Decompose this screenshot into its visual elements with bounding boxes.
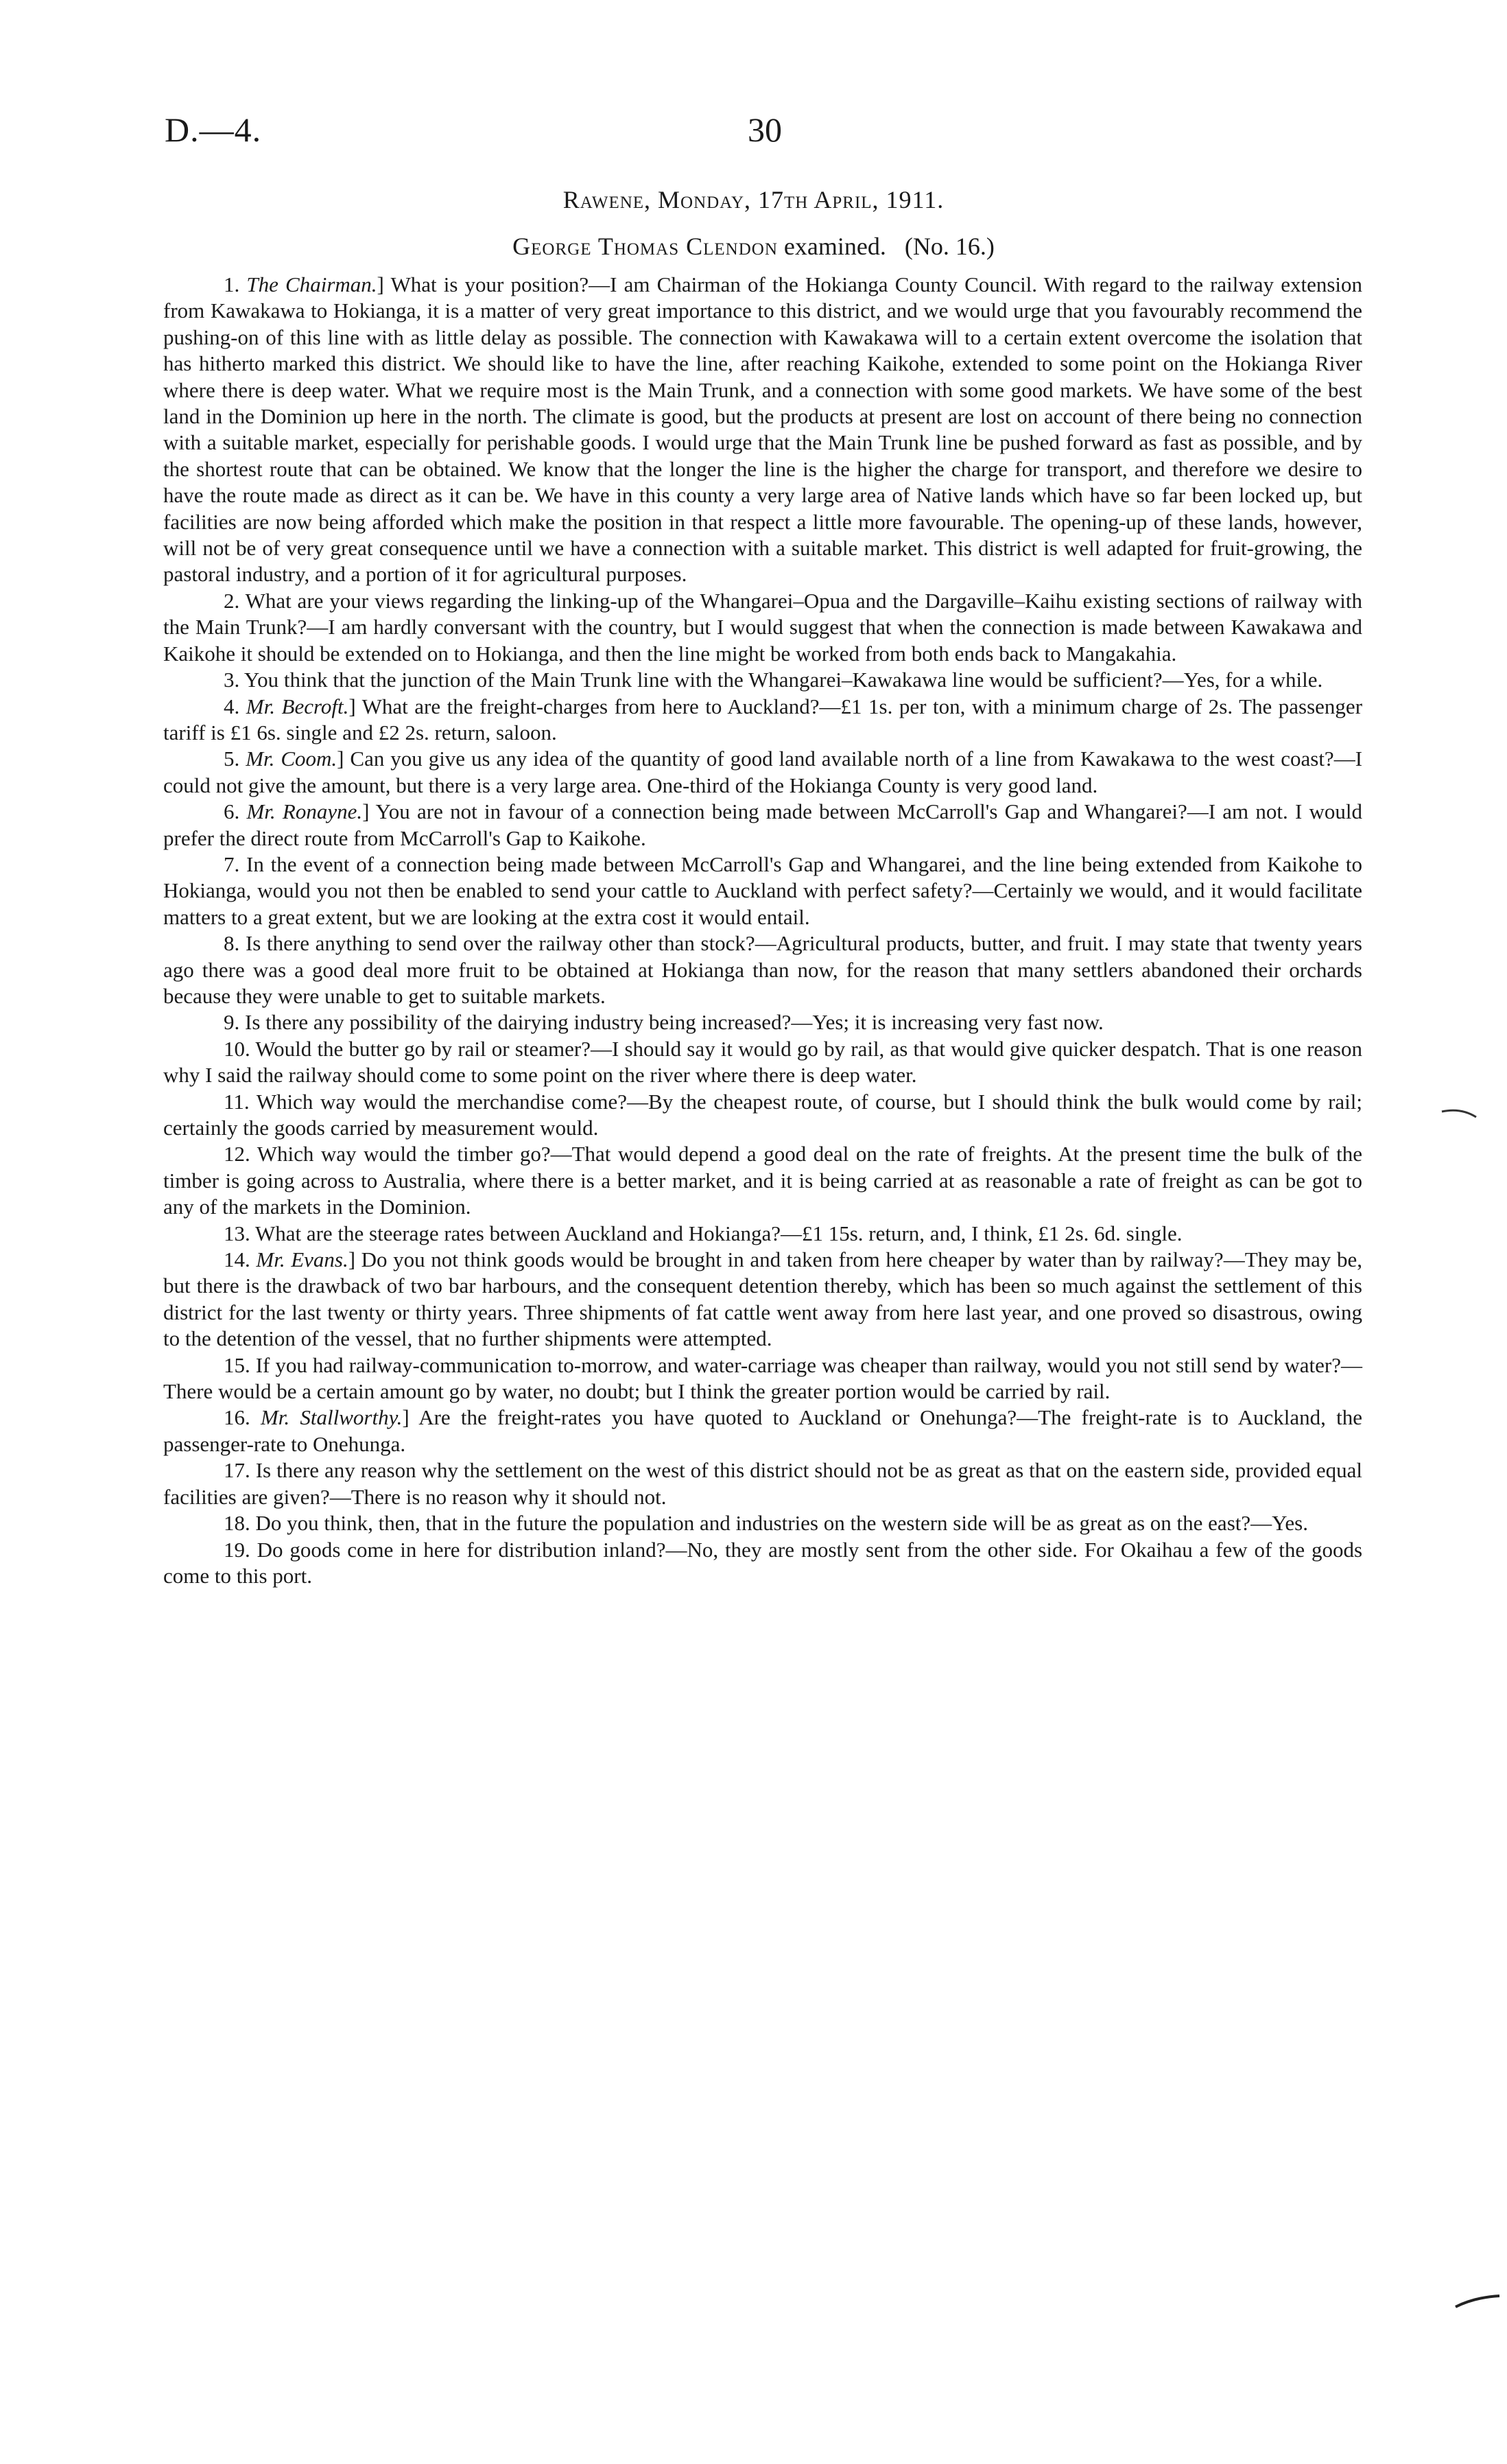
question-12: [163, 1141, 1362, 1220]
question-text: Is there anything to send over the railway other than stock?—Agricultural products, butter, and fruit. I may state that twenty years ago there was a good deal more fruit to be obtained at Hokianga than now, for the reason that many settlers abandoned their orchards because they were unable to get to suitable markets.: [163, 931, 1362, 1008]
question-text: What are the steerage rates between Auckland and Hokianga?—£1 15s. return, and, I think, £1 2s. 6d. single.: [254, 1221, 1183, 1245]
question-number: 18.: [224, 1511, 250, 1536]
question-text: ] You are not in favour of a connection being made between McCarroll's Gap and Whangarei?—I am not. I would prefer the direct route from McCarroll's Gap to Kaikohe.: [163, 799, 1363, 850]
question-18: [163, 1510, 1362, 1536]
witness-heading: [0, 232, 1507, 261]
question-3: [163, 667, 1362, 693]
page-number: 30: [748, 110, 782, 149]
question-10: [163, 1036, 1362, 1089]
question-8: [163, 930, 1362, 1009]
speaker: Mr. Becroft.: [246, 694, 349, 718]
speaker: Mr. Stallworthy.: [260, 1405, 403, 1430]
question-11: [163, 1089, 1362, 1142]
question-16: [163, 1405, 1362, 1457]
speaker: The Chairman.: [246, 272, 377, 296]
margin-mark-icon: [1454, 2292, 1502, 2312]
evidence-body: [163, 272, 1362, 1589]
witness-name: George Thomas Clendon: [512, 233, 778, 260]
question-13: [163, 1221, 1362, 1247]
question-text: Is there any possibility of the dairying industry being increased?—Yes; it is increasing very fast now.: [245, 1010, 1104, 1035]
speaker: Mr. Ronayne.: [246, 799, 363, 824]
question-text: ] Do you not think goods would be brought in and taken from here cheaper by water than by railway?—They may be, but there is the drawback of two bar harbours, and the consequent detention thereby, which has been so much against the settlement of this district for the last twenty or thirty years. Three shipments of fat cattle went away from here last year, and one proved so disastrous, owing to the detention of the vessel, that no further shipments were attempted.: [163, 1247, 1363, 1351]
question-number: 17.: [224, 1458, 250, 1483]
question-number: 10.: [224, 1036, 250, 1061]
question-number: 12.: [224, 1142, 250, 1166]
question-4: [163, 694, 1362, 747]
question-number: 11.: [224, 1089, 250, 1114]
question-number: 5.: [224, 747, 240, 771]
question-number: 9.: [224, 1010, 240, 1035]
question-number: 1.: [224, 272, 240, 296]
question-text: If you had railway-communication to-morrow, and water-carriage was cheaper than railway, would you not still send by water?—There would be a certain amount go by water, no doubt; but I think the greater portion would be carried by rail.: [163, 1352, 1362, 1404]
question-number: 4.: [224, 694, 240, 718]
question-7: [163, 852, 1362, 930]
question-14: [163, 1247, 1362, 1352]
question-text: What are your views regarding the linking-up of the Whangarei–Opua and the Dargaville–Kaihu existing sections of railway with the Main Trunk?—I am hardly conversant with the country, but I would suggest that when the connection is made between Kawakawa and Kaikohe it should be extended on to Hokianga, and then the line might be worked from both ends back to Mangakahia.: [163, 588, 1362, 666]
question-17: [163, 1457, 1362, 1510]
question-6: [163, 799, 1362, 852]
question-text: ] What are the freight-charges from here to Auckland?—£1 1s. per ton, with a minimum charge of 2s. The passenger tariff is £1 6s. single and £2 2s. return, saloon.: [163, 694, 1363, 744]
witness-status: examined.: [777, 233, 886, 260]
question-text: Do goods come in here for distribution inland?—No, they are mostly sent from the other side. For Okaihau a few of the goods come to this port.: [163, 1537, 1363, 1588]
question-number: 3.: [224, 668, 240, 692]
question-2: [163, 588, 1362, 667]
question-number: 15.: [224, 1352, 250, 1377]
question-text: ] Can you give us any idea of the quantity of good land available north of a line from Kawakawa to the west coast?—I could not give the amount, but there is a very large area. One-third of the Hokianga County is very good land.: [163, 747, 1363, 797]
question-9: [163, 1009, 1362, 1035]
question-5: [163, 746, 1362, 799]
question-number: 13.: [224, 1221, 250, 1245]
question-text: You think that the junction of the Main Trunk line with the Whangarei–Kawakawa line would be sufficient?—Yes, for a while.: [244, 668, 1323, 692]
speaker: Mr. Coom.: [246, 747, 337, 771]
question-text: ] Are the freight-rates you have quoted to Auckland or Onehunga?—The freight-rate is to Auckland, the passenger-rate to Onehunga.: [163, 1405, 1363, 1456]
question-19: [163, 1537, 1362, 1590]
question-number: 14.: [224, 1247, 250, 1272]
question-number: 7.: [224, 852, 240, 876]
question-text: Is there any reason why the settlement on the west of this district should not be as great as that on the eastern side, provided equal facilities are given?—There is no reason why it should not.: [163, 1458, 1363, 1509]
question-text: ] What is your position?—I am Chairman of the Hokianga County Council. With regard to the railway extension from Kawakawa to Hokianga, it is a matter of very great importance to this district, and we would urge that you favourably recommend the pushing-on of this line with as little delay as possible. The connection with Kawakawa will to a certain extent overcome the isolation that has hitherto marked this district. We should like to have the line, after reaching Kaikohe, extended to some point on the Hokianga River where there is deep water. What we require most is the Main Trunk, and a connection with some good markets. We have some of the best land in the Dominion up here in the north. The climate is good, but the products at present are lost on account of there being no connection with a suitable market, especially for perishable goods. I would urge that the Main Trunk line be pushed forward as fast as possible, and by the shortest route that can be obtained. We know that the longer the line is the higher the charge for transport, and therefore we desire to have the route made as direct as it can be. We have in this county a very large area of Native lands which have so far been locked up, but facilities are now being afforded which make the position in that respect a little more favourable. The opening-up of these lands, however, will not be of very great consequence until we have a connection with a suitable market. This district is well adapted for fruit-growing, the pastoral industry, and a portion of it for agricultural purposes.: [163, 272, 1363, 587]
question-text: Which way would the timber go?—That would depend a good deal on the rate of freights. At the present time the bulk of the timber is going across to Australia, where there is a better market, and it is being carried at as reasonable a rate of freight as can be got to any of the markets in the Dominion.: [163, 1142, 1362, 1219]
question-text: Do you think, then, that in the future the population and industries on the western side will be as great as on the east?—Yes.: [255, 1511, 1308, 1536]
question-text: Which way would the merchandise come?—By the cheapest route, of course, but I should think the bulk would come by rail; certainly the goods carried by measurement would.: [163, 1089, 1362, 1140]
question-number: 2.: [224, 588, 240, 613]
speaker: Mr. Evans.: [256, 1247, 348, 1272]
question-1: [163, 272, 1362, 588]
question-number: 16.: [224, 1405, 250, 1430]
question-number: 8.: [224, 931, 240, 956]
margin-mark-icon: [1440, 1105, 1482, 1125]
question-text: In the event of a connection being made between McCarroll's Gap and Whangarei, and the line being extended from Kaikohe to Hokianga, would you not then be enabled to send your cattle to Auckland with perfect safety?—Certainly we would, and it would facilitate matters to a great extent, but we are looking at the extra cost it would entail.: [163, 852, 1362, 929]
question-text: Would the butter go by rail or steamer?—I should say it would go by rail, as that would give quicker despatch. That is one reason why I said the railway should come to some point on the river where there is deep water.: [163, 1036, 1362, 1088]
question-15: [163, 1352, 1362, 1405]
place-date-heading: Rawene, Monday, 17th April, 1911.: [562, 186, 945, 213]
witness-number: (No. 16.): [904, 233, 995, 260]
page-reference: D.—4.: [165, 110, 262, 149]
question-number: 19.: [224, 1537, 250, 1562]
question-number: 6.: [224, 799, 240, 824]
